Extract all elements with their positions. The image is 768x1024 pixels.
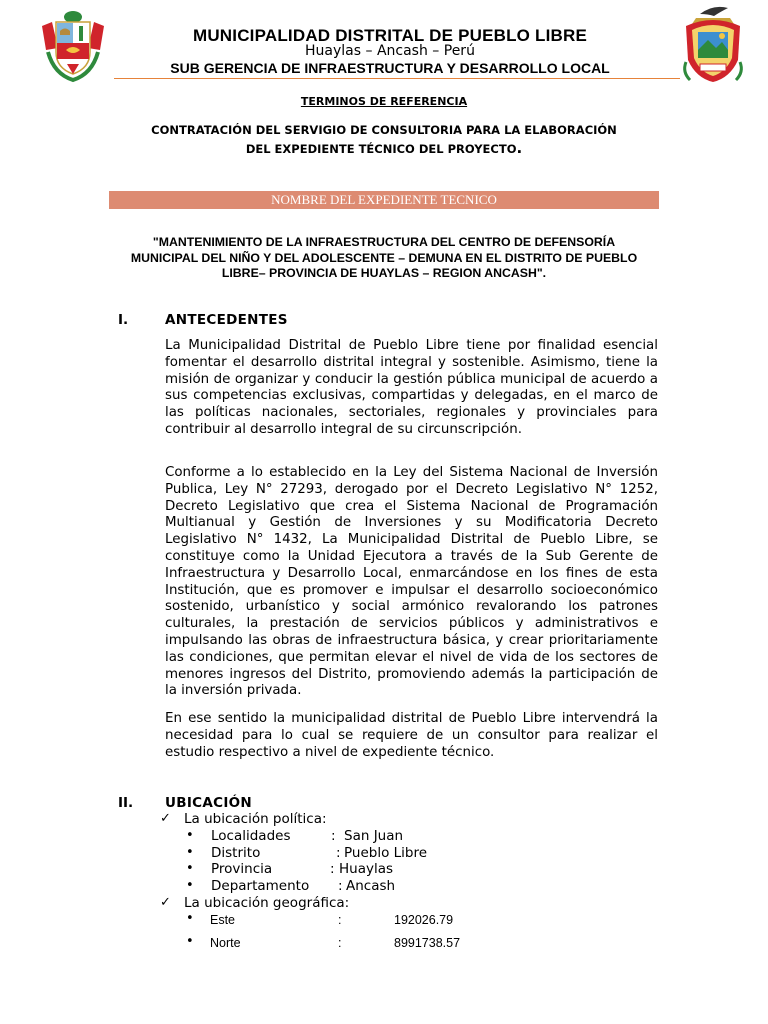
coordinate-value: 8991738.57 (394, 936, 461, 950)
location-separator: : (336, 845, 341, 861)
contract-description-text: DEL EXPEDIENTE TÉCNICO DEL PROYECTO (245, 142, 517, 156)
subgerencia-title: SUB GERENCIA DE INFRAESTRUCTURA Y DESARROLLO LOCAL (170, 60, 610, 76)
antecedentes-paragraph-3: En ese sentido la municipalidad distrital de Pueblo Libre intervendrá la necesidad para lo cual se requiere de un consultor para realizar el estudio respectivo a nivel de expediente técnico. (165, 711, 658, 760)
project-name-line: "MANTENIMIENTO DE LA INFRAESTRUCTURA DEL CENTRO DE DEFENSORÍA (152, 235, 616, 249)
section-number: II. (118, 795, 134, 811)
contract-description-line (110, 139, 658, 158)
location-label: Provincia (211, 861, 273, 877)
ubicacion-geografica-label: La ubicación geográfica: (184, 895, 350, 911)
antecedentes-paragraph-1: La Municipalidad Distrital de Pueblo Libre tiene por finalidad esencial fomentar el desarrollo distrital integral y sostenible. Asimismo, tiene la misión de organizar y conducir la gestión pública municipal de acuerdo a sus competencias exclusivas, compartidas y delegadas, en el marco de las políticas nacionales, sectoriales, regionales y provinciales para contribuir al desarrollo integral de su circunscripción. (165, 338, 658, 437)
check-icon: ✓ (160, 895, 171, 910)
section-title-ubicacion: UBICACIÓN (165, 795, 253, 811)
project-name-line: LIBRE– PROVINCIA DE HUAYLAS – REGION ANCASH". (221, 266, 547, 280)
location-value: Huaylas (339, 861, 394, 877)
document-type-heading: TERMINOS DE REFERENCIA (300, 95, 468, 108)
location-value: San Juan (344, 828, 404, 844)
contract-description-period: . (516, 139, 523, 157)
section-title-antecedentes: ANTECEDENTES (165, 312, 288, 328)
location-value: Pueblo Libre (344, 845, 428, 861)
coordinate-value: 192026.79 (394, 913, 454, 927)
bullet-icon: • (186, 845, 194, 860)
project-name-line: MUNICIPAL DEL NIÑO Y DEL ADOLESCENTE – DEMUNA EN EL DISTRITO DE PUEBLO (130, 250, 638, 265)
contract-description-line: CONTRATACIÓN DEL SERVIGIO DE CONSULTORIA PARA LA ELABORACIÓN (151, 123, 617, 137)
institution-location: Huaylas – Ancash – Perú (305, 43, 475, 59)
antecedentes-paragraph-2: Conforme a lo establecido en la Ley del Sistema Nacional de Inversión Publica, Ley N° 27293, derogado por el Decreto Legislativo N° 1252, Decreto Legislativo que crea el Sistema Nacional de Programación Multianual y Gestión de Inversiones y su Modificatoria Decreto Legislativo N° 1432, La Municipalidad Distrital de Pueblo Libre, se constituye como la Unidad Ejecutora a través de la Sub Gerente de Infraestructura y Desarrollo Local, enmarcándose en los fines de esta Institución, que es promover e impulsar el desarrollo socioeconómico sostenido, urbanístico y social armónico revalorando los patrones culturales, la prestación de servicios públicos y administrativos e impulsando las obras de infraestructura básica, y crear prioritariamente las condiciones, que permitan elevar el nivel de vida de los sectores de menores ingresos del Distrito, promoviendo además la participación de la inversión privada. (165, 465, 658, 699)
bullet-icon: • (186, 861, 194, 876)
peru-coat-of-arms-icon (36, 8, 110, 84)
expediente-name-banner: NOMBRE DEL EXPEDIENTE TECNICO (109, 191, 659, 209)
coordinate-separator: : (338, 936, 342, 950)
check-icon: ✓ (160, 811, 171, 826)
location-label: Localidades (211, 828, 291, 844)
location-label: Distrito (211, 845, 261, 861)
header-divider (114, 78, 680, 79)
coordinate-label: Norte (210, 936, 241, 950)
location-value: Ancash (346, 878, 396, 894)
municipal-coat-of-arms-icon (678, 2, 748, 86)
location-label: Departamento (211, 878, 310, 894)
bullet-icon: • (186, 828, 194, 843)
institution-title: MUNICIPALIDAD DISTRITAL DE PUEBLO LIBRE (192, 26, 588, 45)
bullet-icon: • (186, 878, 194, 893)
location-separator: : (331, 828, 336, 844)
contract-description (110, 121, 658, 158)
bullet-icon: • (186, 934, 194, 949)
coordinate-label: Este (210, 913, 236, 927)
ubicacion-politica-label: La ubicación política: (184, 811, 327, 827)
section-number: I. (118, 312, 129, 328)
coordinate-separator: : (338, 913, 342, 927)
location-separator: : (330, 861, 335, 877)
project-name (110, 235, 658, 282)
location-separator: : (338, 878, 343, 894)
bullet-icon: • (186, 911, 194, 926)
